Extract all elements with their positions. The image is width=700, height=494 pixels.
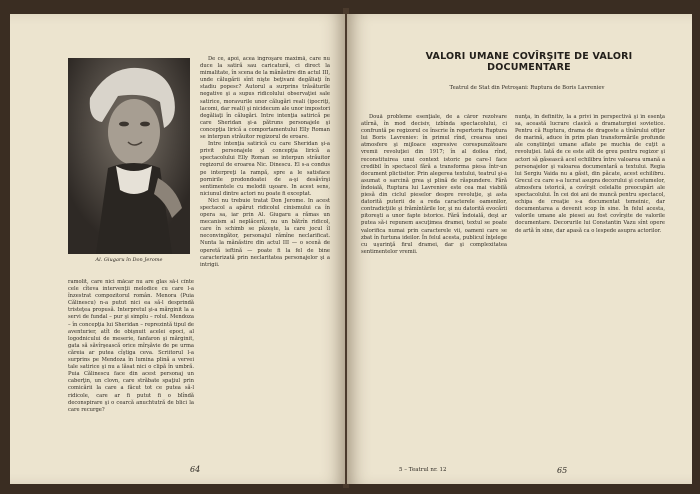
- right-page-left-column: [361, 114, 507, 462]
- footer-issue: 5 – Teatrul nr. 12: [399, 467, 447, 473]
- right-page-right-column: [515, 114, 665, 462]
- article-title: [409, 51, 649, 73]
- page-number-left: 64: [190, 465, 201, 474]
- paragraph: Două probleme esenţiale, de a căror rezolvare atîrnă, în mod decisiv, izbînda spectacolului, ci confruntă pe regizorul ce înscrie în repertoriu Ruptura lui Boris Lavreniev: în primul rînd, crearea unei atmosfere şi mijloace expresive corespunzătoare vremii revoluţiei din 1917; în al doilea rînd, reconstituirea unui context istoric pe care-l face credibil în spectacol fără a transforma piesa într-un document plictisitor. Prin alegerea textului, teatrul şi-a asumat o sarcină grea şi plină de răspundere. Fără îndoială, Ruptura lui Lavreniev este cea mai viabilă piesă din ciclul pieselor despre revoluţie, şi asta datorită puterii de a reda caracterele oamenilor, contradicţiile şi frămîntările lor, şi nu datorită evocării pitoreşti a unor fapte istorice. Fără îndoială, deşi ar putea să-i repunem ascuţimea dramei, textul se poate valorifica numai prin caracterele vii, oameni care se zbat în furtuna ideilor. În felul acesta, publicul înţelege cu uşurinţă firul dramei, dar şi complexitatea sentimentelor vremii.: [361, 114, 507, 255]
- article-title-line-1: VALORI UMANE COVÎRŞITE DE VALORI: [425, 51, 633, 62]
- paragraph: De ce, apoi, acea îngroşare maximă, care nu duce la satiră sau caricatură, ci direct la mimalitate, în scena de la mănăstire din actul III, unde călugării sînt nişte beţivani degăliaţi în stadiu popesc? Autorul a surprins trăsăturile negative şi a supus ridicolului observaţiei sale satirice, moravurile unor călugări reali (ipocriţi, lacomi, dar reali) şi nicidecum ale unor impostori degăliaţi în călugări. Intre intenţia satirică pe care Sheridan şi-a pătruns personajele şi concepţia lirică a comportamentului Elly Roman se interpun străuitor regizorul de eroare.: [200, 56, 330, 141]
- left-page: [10, 14, 345, 484]
- paragraph: nunţa, în definitiv, la a privi în perspectivă şi în esenţa sa, această lucrare clasică a dramaturgiei sovietice. Pentru că Ruptura, drama de dragoste a tînărului ofiţer de marină, aduce în prim plan transformările profunde ale conştiinţei umane aflate pe muchia de cuţit a revoluţiei. Iată de ce este atît de greu pentru regizor şi actori să găsească acel echilibru între valoarea umană a personajelor şi valoarea documentară a textului. Regia lui Sergiu Vaida nu a găsit, din păcate, acest echilibru. Grecul cu care s-a lucrat asupra decorului şi costumelor, atmosfera istorică, a covîrşit celelalte preocupări ale spectacolului. În cei doi ani de muncă pentru spectacol, echipa de creaţie s-a documentat temeinic, dar documentarea a devenit scop în sine. În felul acesta, valorile umane ale piesei au fost covîrşite de valorile documentare. Decorurile lui Constantin Vazu sînt opere de artă în sine, dar apasă ca o lespede asupra actorilor.: [515, 114, 665, 234]
- paragraph: Nici nu trebuie tratat Don Jerome. In acest spectacol a apărut ridicolul cinismului ca în opera sa, iar prin Al. Giugaru a rămas un mecanism al neplăcerii, nu un bătrîn ridicol, care în schimb se păzeşte, la care jocul îl neconvingător, personajul rămîne neclarificat. Nunta la mănăstire din actul III — o scenă de operetă ieftină — poate fi la fel de bine caracterizată prin neclaritatea personajelor şi a intrigii.: [200, 197, 330, 268]
- page-number-right: 65: [557, 466, 568, 475]
- right-page: [347, 14, 692, 484]
- paragraph: ramolit, care nici măcar nu are glas să-i cînte cele cîteva intervenţii melodice cu care l-a înzestrat compozitorul român. Menora (Puia Călinescu) n-a putut nici ea să-l desprindă tristeţea propusă. Interpretul şi-a mărginit la a servi de fundal – pur şi simplu – rolul. Mendoza – în concepţia lui Sheridan – reprezintă tipul de aventurier, atît de obişnuit acelei epoci, al logodnicului de meserie, fanfaron şi mărginit, gata să săvîrşească orice mîrşăvie de pe urma căreia ar putea cîştiga ceva. Scriitorul l-a surprins pe Mendoza în lumina plină a vervei tale satirice şi nu a lăsat nici o clipă în umbră. Puia Călinescu face din acest personaj un caberţin, un clovn, care străbate spaţiul prin comicării la care a făcut tot ce putea să-l ridicole, care ar fi putut fi o blîndă deconspirare şi o cearcă anuchtutră de blici la care recurge?: [68, 279, 194, 413]
- actor-photo: [68, 58, 190, 254]
- paragraph: Intre intenţia satirică cu care Sheridan şi-a privit personajele şi concepţia lirică a spectacolului Elly Roman se interpun străuitor regizorul de eroarea Nic. Dinescu. El s-a condus pe interpreţi la rampă, spre a le satisface pornirile prodondoatei de a-şi desăvîrşi sentimentele cu melodii uşoare. In acest sens, niciunul dintre actori nu poate fi exceptat.: [200, 141, 330, 197]
- photo-caption: Al. Giugaru în Don Jerome: [95, 257, 163, 263]
- left-page-right-column: [200, 56, 330, 318]
- article-title-line-2: DOCUMENTARE: [487, 62, 571, 73]
- actor-photo-image: [68, 58, 190, 254]
- article-subtitle: Teatrul de Stat din Petroşani: Ruptura de Boris Lavreniev: [449, 85, 605, 91]
- left-page-bottom-column: [68, 279, 194, 457]
